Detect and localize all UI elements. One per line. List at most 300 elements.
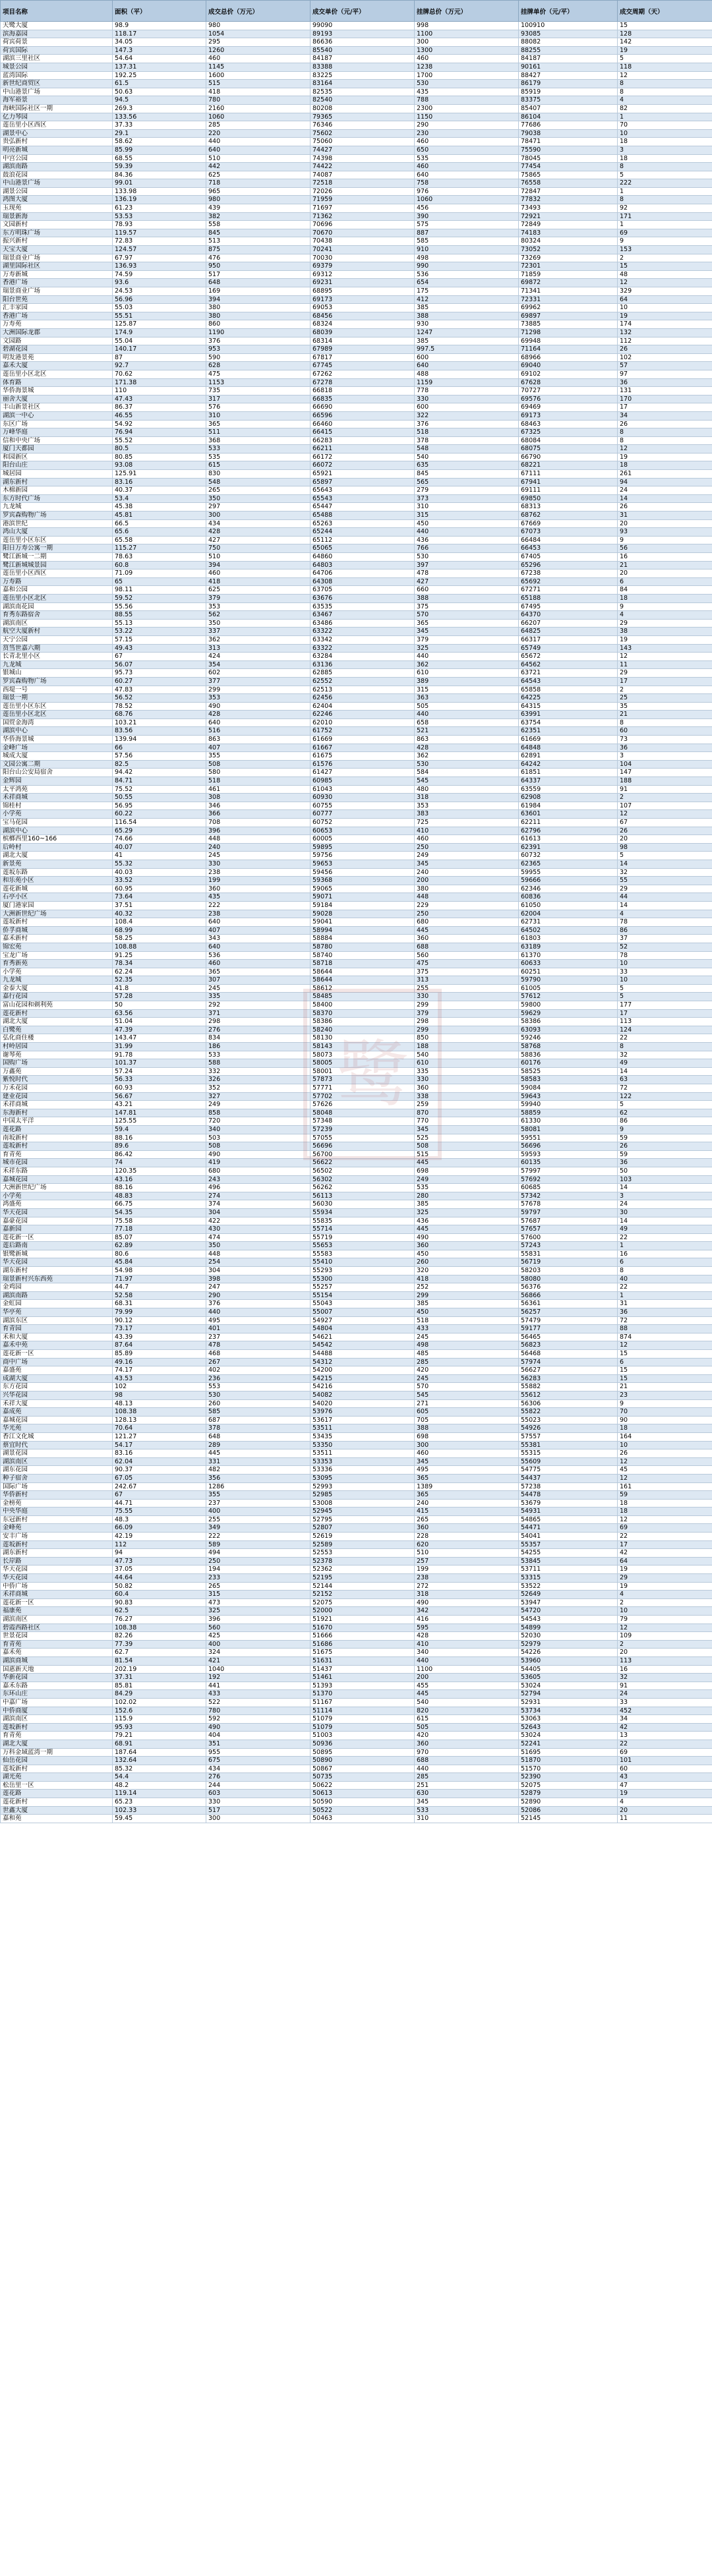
table-row[interactable] <box>1 1399 712 1408</box>
table-row[interactable] <box>1 411 712 420</box>
table-row[interactable] <box>1 362 712 370</box>
cell-list-total: 600 <box>415 353 519 362</box>
cell-list-unit-price: 67271 <box>519 586 618 595</box>
table-row[interactable] <box>1 918 712 927</box>
table-row[interactable] <box>1 1457 712 1466</box>
cell-deal-unit-price: 66072 <box>311 461 415 470</box>
table-row[interactable] <box>1 711 712 719</box>
table-row[interactable] <box>1 635 712 644</box>
table-row[interactable] <box>1 80 712 88</box>
table-row[interactable] <box>1 1656 712 1665</box>
cell-deal-unit-price: 58073 <box>311 1051 415 1059</box>
header-list-total[interactable]: 挂牌总价（万元） <box>415 1 519 22</box>
table-row[interactable] <box>1 843 712 852</box>
table-row[interactable] <box>1 287 712 296</box>
cell-deal-unit-price: 63322 <box>311 628 415 636</box>
cell-deal-unit-price: 66283 <box>311 436 415 445</box>
table-row[interactable] <box>1 1192 712 1200</box>
table-row[interactable] <box>1 1773 712 1782</box>
table-row[interactable] <box>1 835 712 844</box>
cell-deal-total: 508 <box>206 1142 311 1151</box>
table-row[interactable] <box>1 860 712 868</box>
cell-deal-unit-price: 58143 <box>311 1043 415 1051</box>
table-row[interactable] <box>1 279 712 287</box>
table-row[interactable] <box>1 1698 712 1707</box>
table-row[interactable] <box>1 494 712 503</box>
table-row[interactable] <box>1 1366 712 1375</box>
cell-list-total: 397 <box>415 561 519 570</box>
table-row[interactable] <box>1 55 712 63</box>
table-row[interactable] <box>1 1466 712 1475</box>
table-row[interactable] <box>1 785 712 794</box>
cell-list-unit-price: 86179 <box>519 80 618 88</box>
table-row[interactable] <box>1 1649 712 1657</box>
table-row[interactable] <box>1 1076 712 1084</box>
cell-deal-total: 368 <box>206 436 311 445</box>
table-row[interactable] <box>1 171 712 179</box>
cell-deal-cycle: 5 <box>618 993 712 1001</box>
table-row[interactable] <box>1 1374 712 1383</box>
table-row[interactable] <box>1 1233 712 1242</box>
cell-area: 49.43 <box>113 644 206 653</box>
table-row[interactable] <box>1 1416 712 1424</box>
cell-deal-cycle: 329 <box>618 287 712 296</box>
table-row[interactable] <box>1 221 712 229</box>
cell-list-total: 910 <box>415 246 519 254</box>
table-row[interactable] <box>1 461 712 470</box>
cell-area: 51.04 <box>113 1018 206 1026</box>
table-row[interactable] <box>1 138 712 146</box>
table-row[interactable] <box>1 312 712 320</box>
table-row[interactable] <box>1 736 712 744</box>
table-row[interactable] <box>1 1598 712 1607</box>
table-row[interactable] <box>1 519 712 528</box>
cell-area: 80.85 <box>113 453 206 461</box>
table-row[interactable] <box>1 229 712 237</box>
table-row[interactable] <box>1 1682 712 1690</box>
cell-project-name: 万寿路 <box>1 577 113 586</box>
cell-deal-unit-price: 63535 <box>311 602 415 611</box>
table-row[interactable] <box>1 1790 712 1798</box>
cell-deal-total: 478 <box>206 1341 311 1350</box>
cell-project-name: 碧霞西路社区 <box>1 1624 113 1632</box>
table-row[interactable] <box>1 976 712 985</box>
table-row[interactable] <box>1 1150 712 1159</box>
table-row[interactable] <box>1 694 712 703</box>
table-row[interactable] <box>1 794 712 802</box>
table-row[interactable] <box>1 129 712 138</box>
table-row[interactable] <box>1 1291 712 1300</box>
cell-list-unit-price: 59790 <box>519 976 618 985</box>
table-row[interactable] <box>1 951 712 960</box>
table-row[interactable] <box>1 1640 712 1649</box>
table-row[interactable] <box>1 1059 712 1068</box>
table-row[interactable] <box>1 1092 712 1101</box>
cell-deal-total: 255 <box>206 1515 311 1524</box>
cell-deal-cycle: 11 <box>618 1815 712 1823</box>
table-row[interactable] <box>1 1482 712 1491</box>
cell-list-total: 345 <box>415 1457 519 1466</box>
cell-project-name: 东冠新村 <box>1 1515 113 1524</box>
table-row[interactable] <box>1 660 712 669</box>
table-row[interactable] <box>1 852 712 860</box>
cell-deal-total: 496 <box>206 1184 311 1192</box>
table-row[interactable] <box>1 1001 712 1010</box>
table-row[interactable] <box>1 1333 712 1341</box>
table-row[interactable] <box>1 146 712 154</box>
table-row[interactable] <box>1 993 712 1001</box>
cell-deal-unit-price: 50590 <box>311 1798 415 1807</box>
table-row[interactable] <box>1 1524 712 1533</box>
cell-deal-total: 615 <box>206 461 311 470</box>
table-row[interactable] <box>1 1391 712 1399</box>
table-row[interactable] <box>1 295 712 304</box>
cell-deal-unit-price: 56502 <box>311 1167 415 1175</box>
cell-project-name: 莲坂新村 <box>1 1142 113 1151</box>
table-row[interactable] <box>1 1316 712 1325</box>
table-row[interactable] <box>1 528 712 537</box>
cell-deal-total: 398 <box>206 1275 311 1283</box>
table-row[interactable] <box>1 1043 712 1051</box>
table-row[interactable] <box>1 1101 712 1109</box>
table-row[interactable] <box>1 1267 712 1275</box>
cell-area: 56.96 <box>113 295 206 304</box>
table-row[interactable] <box>1 536 712 544</box>
table-row[interactable] <box>1 71 712 80</box>
cell-area: 58.62 <box>113 138 206 146</box>
table-row[interactable] <box>1 577 712 586</box>
table-row[interactable] <box>1 163 712 171</box>
table-row[interactable] <box>1 1208 712 1217</box>
cell-deal-total: 675 <box>206 1757 311 1765</box>
table-row[interactable] <box>1 611 712 620</box>
table-row[interactable] <box>1 868 712 877</box>
table-row[interactable] <box>1 1674 712 1682</box>
table-row[interactable] <box>1 38 712 47</box>
cell-list-total: 252 <box>415 1283 519 1292</box>
table-row[interactable] <box>1 1009 712 1018</box>
table-row[interactable] <box>1 403 712 412</box>
header-list-unit-price[interactable]: 挂牌单价（元/平） <box>519 1 618 22</box>
cell-deal-unit-price: 58130 <box>311 1034 415 1043</box>
table-row[interactable] <box>1 436 712 445</box>
cell-area: 54.4 <box>113 1773 206 1782</box>
table-row[interactable] <box>1 1408 712 1417</box>
cell-project-name: 瑞景新海 <box>1 212 113 221</box>
table-row[interactable] <box>1 387 712 395</box>
table-row[interactable] <box>1 196 712 204</box>
table-row[interactable] <box>1 910 712 918</box>
table-row[interactable] <box>1 1474 712 1482</box>
table-row[interactable] <box>1 1748 712 1757</box>
table-row[interactable] <box>1 677 712 686</box>
table-row[interactable] <box>1 827 712 835</box>
table-row[interactable] <box>1 304 712 312</box>
table-row[interactable] <box>1 1632 712 1641</box>
table-row[interactable] <box>1 1665 712 1674</box>
table-row[interactable] <box>1 628 712 636</box>
table-row[interactable] <box>1 30 712 38</box>
table-row[interactable] <box>1 512 712 520</box>
table-row[interactable] <box>1 1549 712 1558</box>
table-row[interactable] <box>1 1325 712 1333</box>
table-row[interactable] <box>1 1624 712 1632</box>
table-row[interactable] <box>1 453 712 461</box>
cell-deal-cycle: 36 <box>618 1308 712 1317</box>
table-row[interactable] <box>1 1217 712 1225</box>
table-row[interactable] <box>1 1308 712 1317</box>
table-row[interactable] <box>1 1225 712 1234</box>
cell-deal-total: 518 <box>206 777 311 786</box>
table-row[interactable] <box>1 1582 712 1591</box>
table-row[interactable] <box>1 594 712 602</box>
cell-deal-unit-price: 51921 <box>311 1616 415 1624</box>
cell-list-total: 362 <box>415 660 519 669</box>
table-row[interactable] <box>1 1765 712 1773</box>
cell-deal-unit-price: 57348 <box>311 1117 415 1126</box>
table-row[interactable] <box>1 1707 712 1715</box>
cell-project-name: 紫悦时代 <box>1 1076 113 1084</box>
table-row[interactable] <box>1 204 712 213</box>
table-row[interactable] <box>1 262 712 271</box>
table-row[interactable] <box>1 1300 712 1308</box>
table-row[interactable] <box>1 1574 712 1583</box>
table-row[interactable] <box>1 1159 712 1167</box>
header-area[interactable]: 面积（平） <box>113 1 206 22</box>
table-row[interactable] <box>1 1449 712 1458</box>
table-row[interactable] <box>1 420 712 428</box>
table-row[interactable] <box>1 1275 712 1283</box>
table-row[interactable] <box>1 1781 712 1790</box>
table-row[interactable] <box>1 395 712 403</box>
header-deal-total[interactable]: 成交总价（万元） <box>206 1 311 22</box>
table-row[interactable] <box>1 1283 712 1292</box>
table-row[interactable] <box>1 1732 712 1740</box>
cell-list-total: 570 <box>415 611 519 620</box>
table-row[interactable] <box>1 428 712 437</box>
table-row[interactable] <box>1 1740 712 1748</box>
table-row[interactable] <box>1 877 712 885</box>
table-row[interactable] <box>1 1540 712 1549</box>
cell-project-name: 锦宏苑 <box>1 943 113 951</box>
table-row[interactable] <box>1 1358 712 1366</box>
table-row[interactable] <box>1 1723 712 1732</box>
table-row[interactable] <box>1 22 712 30</box>
table-row[interactable] <box>1 935 712 943</box>
table-row[interactable] <box>1 1142 712 1151</box>
table-row[interactable] <box>1 1018 712 1026</box>
cell-deal-unit-price: 50735 <box>311 1773 415 1782</box>
cell-deal-total: 640 <box>206 943 311 951</box>
table-row[interactable] <box>1 1051 712 1059</box>
table-row[interactable] <box>1 752 712 761</box>
table-row[interactable] <box>1 769 712 777</box>
table-row[interactable] <box>1 254 712 262</box>
table-row[interactable] <box>1 686 712 694</box>
table-row[interactable] <box>1 1607 712 1616</box>
table-row[interactable] <box>1 328 712 337</box>
table-row[interactable] <box>1 478 712 486</box>
table-row[interactable] <box>1 1690 712 1699</box>
cell-list-total: 1100 <box>415 30 519 38</box>
table-row[interactable] <box>1 1341 712 1350</box>
table-row[interactable] <box>1 744 712 752</box>
table-row[interactable] <box>1 370 712 378</box>
table-row[interactable] <box>1 1715 712 1724</box>
table-row[interactable] <box>1 570 712 578</box>
table-row[interactable] <box>1 1109 712 1117</box>
table-row[interactable] <box>1 1815 712 1823</box>
table-row[interactable] <box>1 187 712 196</box>
cell-deal-total: 428 <box>206 528 311 537</box>
table-row[interactable] <box>1 586 712 595</box>
table-row[interactable] <box>1 718 712 727</box>
table-row[interactable] <box>1 63 712 71</box>
cell-area: 140.17 <box>113 345 206 354</box>
table-row[interactable] <box>1 1084 712 1093</box>
table-row[interactable] <box>1 470 712 479</box>
table-row[interactable] <box>1 486 712 495</box>
table-row[interactable] <box>1 1798 712 1807</box>
table-row[interactable] <box>1 503 712 512</box>
table-row[interactable] <box>1 337 712 345</box>
table-row[interactable] <box>1 1258 712 1267</box>
table-row[interactable] <box>1 1034 712 1043</box>
cell-deal-total: 300 <box>206 1815 311 1823</box>
table-row[interactable] <box>1 96 712 105</box>
table-row[interactable] <box>1 1067 712 1076</box>
table-row[interactable] <box>1 121 712 130</box>
table-row[interactable] <box>1 1566 712 1574</box>
table-row[interactable] <box>1 1184 712 1192</box>
table-row[interactable] <box>1 893 712 902</box>
cell-deal-total: 365 <box>206 968 311 976</box>
table-row[interactable] <box>1 544 712 553</box>
cell-list-total: 498 <box>415 254 519 262</box>
table-row[interactable] <box>1 810 712 819</box>
table-row[interactable] <box>1 212 712 221</box>
table-row[interactable] <box>1 1515 712 1524</box>
table-row[interactable] <box>1 653 712 661</box>
table-row[interactable] <box>1 760 712 769</box>
table-row[interactable] <box>1 602 712 611</box>
cell-area: 187.64 <box>113 1748 206 1757</box>
table-row[interactable] <box>1 1533 712 1541</box>
cell-area: 86.42 <box>113 1150 206 1159</box>
cell-list-unit-price: 54226 <box>519 1649 618 1657</box>
table-row[interactable] <box>1 777 712 786</box>
table-row[interactable] <box>1 1806 712 1815</box>
table-row[interactable] <box>1 445 712 454</box>
table-row[interactable] <box>1 353 712 362</box>
cell-deal-total: 354 <box>206 660 311 669</box>
cell-deal-unit-price: 58612 <box>311 984 415 993</box>
table-row[interactable] <box>1 1441 712 1449</box>
table-row[interactable] <box>1 320 712 329</box>
table-row[interactable] <box>1 553 712 562</box>
cell-project-name: 体育路 <box>1 378 113 387</box>
table-row[interactable] <box>1 702 712 711</box>
table-row[interactable] <box>1 819 712 827</box>
table-row[interactable] <box>1 1557 712 1566</box>
table-row[interactable] <box>1 113 712 121</box>
table-row[interactable] <box>1 270 712 279</box>
table-row[interactable] <box>1 1757 712 1765</box>
table-row[interactable] <box>1 802 712 810</box>
table-row[interactable] <box>1 901 712 910</box>
table-row[interactable] <box>1 943 712 951</box>
header-deal-cycle[interactable]: 成交周期（天） <box>618 1 712 22</box>
table-row[interactable] <box>1 88 712 96</box>
cell-project-name: 嘉禾新村 <box>1 935 113 943</box>
table-row[interactable] <box>1 1432 712 1441</box>
table-row[interactable] <box>1 179 712 188</box>
table-row[interactable] <box>1 1350 712 1359</box>
cell-deal-cycle: 24 <box>618 486 712 495</box>
table-row[interactable] <box>1 968 712 976</box>
cell-project-name: 育青苑 <box>1 1640 113 1649</box>
table-row[interactable] <box>1 1383 712 1391</box>
cell-deal-unit-price: 58884 <box>311 935 415 943</box>
table-row[interactable] <box>1 378 712 387</box>
table-row[interactable] <box>1 619 712 628</box>
table-row[interactable] <box>1 1117 712 1126</box>
cell-project-name: 港滨世纪 <box>1 519 113 528</box>
cell-list-unit-price: 69872 <box>519 279 618 287</box>
cell-project-name: 嘉和苑 <box>1 1815 113 1823</box>
cell-deal-total: 304 <box>206 1208 311 1217</box>
table-row[interactable] <box>1 1167 712 1175</box>
table-row[interactable] <box>1 644 712 653</box>
table-row[interactable] <box>1 669 712 678</box>
table-row[interactable] <box>1 237 712 246</box>
table-row[interactable] <box>1 1424 712 1433</box>
table-row[interactable] <box>1 727 712 736</box>
header-project-name[interactable]: 项目名称 <box>1 1 113 22</box>
table-row[interactable] <box>1 926 712 935</box>
table-row[interactable] <box>1 104 712 113</box>
cell-list-unit-price: 61050 <box>519 901 618 910</box>
table-row[interactable] <box>1 1591 712 1599</box>
table-row[interactable] <box>1 1616 712 1624</box>
table-row[interactable] <box>1 345 712 354</box>
table-row[interactable] <box>1 1200 712 1209</box>
table-row[interactable] <box>1 246 712 254</box>
table-row[interactable] <box>1 1134 712 1142</box>
table-row[interactable] <box>1 1250 712 1258</box>
table-row[interactable] <box>1 1125 712 1134</box>
table-row[interactable] <box>1 960 712 968</box>
table-row[interactable] <box>1 1242 712 1250</box>
table-row[interactable] <box>1 46 712 55</box>
table-row[interactable] <box>1 1026 712 1034</box>
table-row[interactable] <box>1 1175 712 1184</box>
cell-area: 66 <box>113 744 206 752</box>
table-row[interactable] <box>1 1491 712 1500</box>
table-row[interactable] <box>1 1499 712 1508</box>
table-row[interactable] <box>1 1508 712 1516</box>
cell-deal-unit-price: 54215 <box>311 1374 415 1383</box>
table-row[interactable] <box>1 984 712 993</box>
header-deal-unit-price[interactable]: 成交单价（元/平） <box>311 1 415 22</box>
table-row[interactable] <box>1 561 712 570</box>
cell-list-total: 518 <box>415 1316 519 1325</box>
cell-area: 84.71 <box>113 777 206 786</box>
cell-deal-unit-price: 60777 <box>311 810 415 819</box>
table-row[interactable] <box>1 154 712 163</box>
cell-deal-total: 331 <box>206 1457 311 1466</box>
table-row[interactable] <box>1 885 712 893</box>
